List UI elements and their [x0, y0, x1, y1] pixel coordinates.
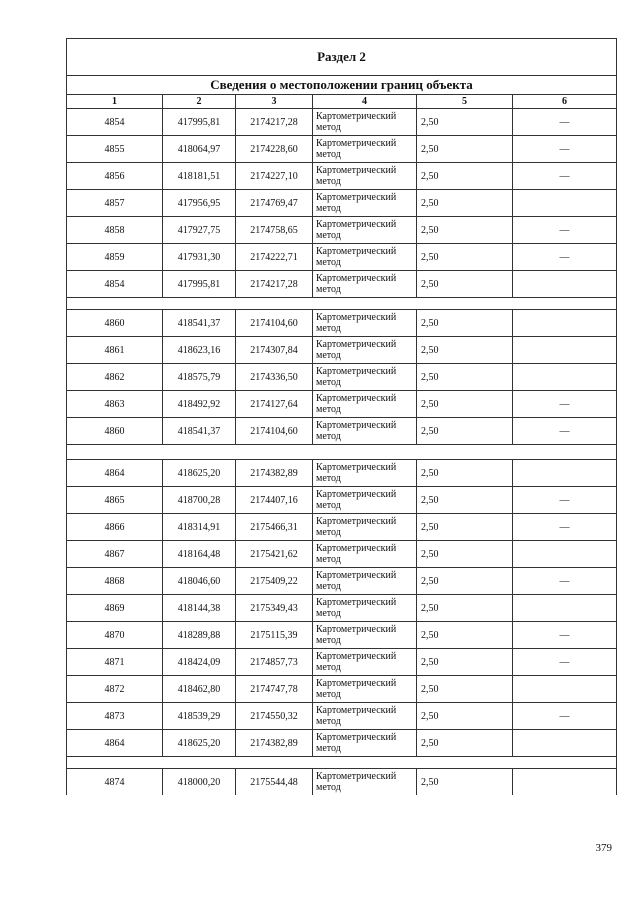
table-row	[67, 769, 617, 796]
section-title: Раздел 2	[67, 39, 617, 76]
coordinate-x-cell: 418181,51	[163, 163, 236, 190]
point-number-cell: 4854	[67, 271, 163, 298]
group-separator	[67, 298, 617, 310]
group-separator	[67, 445, 617, 460]
table-row	[67, 271, 617, 298]
point-number-cell: 4862	[67, 364, 163, 391]
coordinate-x-cell: 418144,38	[163, 595, 236, 622]
note-cell: —	[513, 244, 617, 271]
method-cell: Картометрический метод	[313, 337, 417, 364]
accuracy-cell: 2,50	[417, 568, 513, 595]
accuracy-cell: 2,50	[417, 217, 513, 244]
group-separator	[67, 757, 617, 769]
point-number-cell: 4864	[67, 730, 163, 757]
accuracy-cell: 2,50	[417, 310, 513, 337]
note-cell: —	[513, 487, 617, 514]
point-number-cell: 4856	[67, 163, 163, 190]
coordinate-x-cell: 418000,20	[163, 769, 236, 796]
accuracy-cell: 2,50	[417, 244, 513, 271]
coordinate-y-cell: 2174227,10	[236, 163, 313, 190]
coordinate-y-cell: 2174550,32	[236, 703, 313, 730]
column-number: 1	[67, 95, 163, 109]
table-row	[67, 676, 617, 703]
note-cell: —	[513, 163, 617, 190]
note-cell: —	[513, 109, 617, 136]
table-row	[67, 649, 617, 676]
coordinate-x-cell: 418462,80	[163, 676, 236, 703]
group-separator-row	[67, 445, 617, 460]
coordinate-y-cell: 2175544,48	[236, 769, 313, 796]
table-row	[67, 391, 617, 418]
note-cell: —	[513, 622, 617, 649]
note-cell	[513, 460, 617, 487]
coordinate-y-cell: 2174382,89	[236, 730, 313, 757]
note-cell	[513, 676, 617, 703]
method-cell: Картометрический метод	[313, 568, 417, 595]
accuracy-cell: 2,50	[417, 109, 513, 136]
coordinate-y-cell: 2175349,43	[236, 595, 313, 622]
coordinate-y-cell: 2174769,47	[236, 190, 313, 217]
boundary-table	[66, 38, 617, 795]
coordinate-x-cell: 418314,91	[163, 514, 236, 541]
coordinate-x-cell: 418625,20	[163, 460, 236, 487]
point-number-cell: 4865	[67, 487, 163, 514]
coordinate-x-cell: 417931,30	[163, 244, 236, 271]
method-cell: Картометрический метод	[313, 703, 417, 730]
coordinate-x-cell: 418539,29	[163, 703, 236, 730]
table-row	[67, 190, 617, 217]
accuracy-cell: 2,50	[417, 391, 513, 418]
point-number-cell: 4860	[67, 310, 163, 337]
coordinate-x-cell: 418700,28	[163, 487, 236, 514]
accuracy-cell: 2,50	[417, 676, 513, 703]
table-row	[67, 703, 617, 730]
table-row	[67, 364, 617, 391]
note-cell	[513, 769, 617, 796]
point-number-cell: 4867	[67, 541, 163, 568]
coordinate-x-cell: 417956,95	[163, 190, 236, 217]
coordinate-y-cell: 2174382,89	[236, 460, 313, 487]
note-cell	[513, 337, 617, 364]
page-number: 379	[595, 842, 612, 854]
coordinate-y-cell: 2175466,31	[236, 514, 313, 541]
section-subtitle-row	[67, 76, 617, 95]
accuracy-cell: 2,50	[417, 364, 513, 391]
coordinate-y-cell: 2174222,71	[236, 244, 313, 271]
point-number-cell: 4860	[67, 418, 163, 445]
note-cell	[513, 271, 617, 298]
coordinate-x-cell: 417995,81	[163, 271, 236, 298]
accuracy-cell: 2,50	[417, 649, 513, 676]
accuracy-cell: 2,50	[417, 337, 513, 364]
table-row	[67, 595, 617, 622]
method-cell: Картометрический метод	[313, 487, 417, 514]
method-cell: Картометрический метод	[313, 622, 417, 649]
accuracy-cell: 2,50	[417, 703, 513, 730]
coordinate-y-cell: 2174307,84	[236, 337, 313, 364]
note-cell	[513, 310, 617, 337]
column-number: 2	[163, 95, 236, 109]
table-row	[67, 136, 617, 163]
method-cell: Картометрический метод	[313, 217, 417, 244]
column-number-row	[67, 95, 617, 109]
column-number: 5	[417, 95, 513, 109]
accuracy-cell: 2,50	[417, 487, 513, 514]
table-row	[67, 541, 617, 568]
accuracy-cell: 2,50	[417, 460, 513, 487]
method-cell: Картометрический метод	[313, 163, 417, 190]
method-cell: Картометрический метод	[313, 649, 417, 676]
method-cell: Картометрический метод	[313, 514, 417, 541]
method-cell: Картометрический метод	[313, 595, 417, 622]
note-cell	[513, 595, 617, 622]
note-cell: —	[513, 703, 617, 730]
coordinate-y-cell: 2174127,64	[236, 391, 313, 418]
coordinate-y-cell: 2174407,16	[236, 487, 313, 514]
table-row	[67, 487, 617, 514]
accuracy-cell: 2,50	[417, 271, 513, 298]
note-cell: —	[513, 514, 617, 541]
coordinate-y-cell: 2174104,60	[236, 418, 313, 445]
coordinate-y-cell: 2175115,39	[236, 622, 313, 649]
point-number-cell: 4871	[67, 649, 163, 676]
column-number: 6	[513, 95, 617, 109]
accuracy-cell: 2,50	[417, 622, 513, 649]
method-cell: Картометрический метод	[313, 109, 417, 136]
method-cell: Картометрический метод	[313, 271, 417, 298]
coordinate-y-cell: 2174104,60	[236, 310, 313, 337]
method-cell: Картометрический метод	[313, 136, 417, 163]
note-cell	[513, 190, 617, 217]
point-number-cell: 4873	[67, 703, 163, 730]
note-cell: —	[513, 217, 617, 244]
document-sheet	[66, 38, 616, 795]
accuracy-cell: 2,50	[417, 595, 513, 622]
table-row	[67, 622, 617, 649]
coordinate-y-cell: 2175409,22	[236, 568, 313, 595]
point-number-cell: 4872	[67, 676, 163, 703]
point-number-cell: 4858	[67, 217, 163, 244]
table-row	[67, 730, 617, 757]
accuracy-cell: 2,50	[417, 769, 513, 796]
section-title-row	[67, 39, 617, 76]
note-cell	[513, 730, 617, 757]
table-row	[67, 418, 617, 445]
table-row	[67, 109, 617, 136]
note-cell: —	[513, 568, 617, 595]
method-cell: Картометрический метод	[313, 460, 417, 487]
coordinate-y-cell: 2174857,73	[236, 649, 313, 676]
coordinate-y-cell: 2174336,50	[236, 364, 313, 391]
method-cell: Картометрический метод	[313, 364, 417, 391]
coordinate-x-cell: 418046,60	[163, 568, 236, 595]
note-cell: —	[513, 136, 617, 163]
group-separator-row	[67, 298, 617, 310]
accuracy-cell: 2,50	[417, 190, 513, 217]
coordinate-x-cell: 418064,97	[163, 136, 236, 163]
point-number-cell: 4868	[67, 568, 163, 595]
table-row	[67, 163, 617, 190]
method-cell: Картометрический метод	[313, 244, 417, 271]
coordinate-y-cell: 2175421,62	[236, 541, 313, 568]
method-cell: Картометрический метод	[313, 190, 417, 217]
point-number-cell: 4854	[67, 109, 163, 136]
coordinate-x-cell: 418164,48	[163, 541, 236, 568]
point-number-cell: 4870	[67, 622, 163, 649]
coordinate-x-cell: 418424,09	[163, 649, 236, 676]
note-cell: —	[513, 649, 617, 676]
coordinate-y-cell: 2174217,28	[236, 109, 313, 136]
point-number-cell: 4861	[67, 337, 163, 364]
coordinate-x-cell: 418575,79	[163, 364, 236, 391]
point-number-cell: 4869	[67, 595, 163, 622]
note-cell	[513, 541, 617, 568]
coordinate-y-cell: 2174228,60	[236, 136, 313, 163]
accuracy-cell: 2,50	[417, 136, 513, 163]
group-separator-row	[67, 757, 617, 769]
coordinate-x-cell: 418541,37	[163, 310, 236, 337]
coordinate-x-cell: 418289,88	[163, 622, 236, 649]
coordinate-y-cell: 2174217,28	[236, 271, 313, 298]
table-row	[67, 244, 617, 271]
accuracy-cell: 2,50	[417, 514, 513, 541]
point-number-cell: 4859	[67, 244, 163, 271]
point-number-cell: 4863	[67, 391, 163, 418]
method-cell: Картометрический метод	[313, 730, 417, 757]
method-cell: Картометрический метод	[313, 391, 417, 418]
method-cell: Картометрический метод	[313, 418, 417, 445]
coordinate-x-cell: 417927,75	[163, 217, 236, 244]
column-number: 3	[236, 95, 313, 109]
table-row	[67, 310, 617, 337]
table-row	[67, 217, 617, 244]
accuracy-cell: 2,50	[417, 730, 513, 757]
coordinate-x-cell: 418623,16	[163, 337, 236, 364]
method-cell: Картометрический метод	[313, 310, 417, 337]
point-number-cell: 4855	[67, 136, 163, 163]
method-cell: Картометрический метод	[313, 769, 417, 796]
coordinate-x-cell: 418492,92	[163, 391, 236, 418]
coordinate-x-cell: 418541,37	[163, 418, 236, 445]
method-cell: Картометрический метод	[313, 676, 417, 703]
coordinate-y-cell: 2174747,78	[236, 676, 313, 703]
table-row	[67, 568, 617, 595]
note-cell: —	[513, 391, 617, 418]
column-number: 4	[313, 95, 417, 109]
point-number-cell: 4864	[67, 460, 163, 487]
method-cell: Картометрический метод	[313, 541, 417, 568]
accuracy-cell: 2,50	[417, 418, 513, 445]
note-cell: —	[513, 418, 617, 445]
table-row	[67, 460, 617, 487]
point-number-cell: 4866	[67, 514, 163, 541]
accuracy-cell: 2,50	[417, 163, 513, 190]
section-subtitle: Сведения о местоположении границ объекта	[67, 76, 617, 95]
coordinate-x-cell: 417995,81	[163, 109, 236, 136]
table-row	[67, 337, 617, 364]
table-row	[67, 514, 617, 541]
coordinate-y-cell: 2174758,65	[236, 217, 313, 244]
accuracy-cell: 2,50	[417, 541, 513, 568]
coordinate-x-cell: 418625,20	[163, 730, 236, 757]
point-number-cell: 4857	[67, 190, 163, 217]
note-cell	[513, 364, 617, 391]
point-number-cell: 4874	[67, 769, 163, 796]
